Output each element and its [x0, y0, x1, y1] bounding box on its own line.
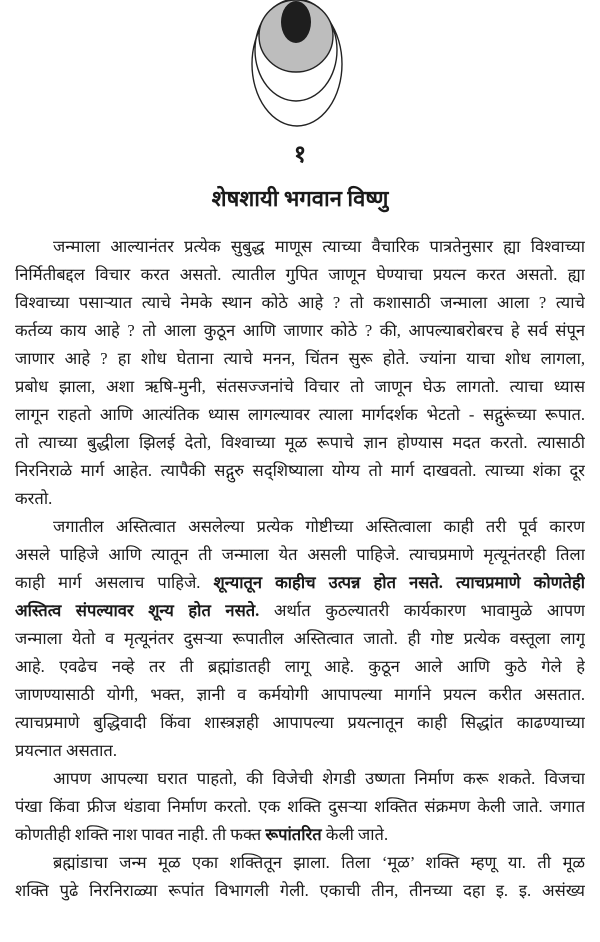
paragraph-3 [15, 765, 585, 849]
chapter-title: शेषशायी भगवान विष्णु [211, 186, 389, 211]
text-line: तो त्याच्या बुद्धीला झिलई देतो, विश्वाच्या मूळ रूपाचे ज्ञान होण्यास मदत करतो. त्यासाठी [15, 433, 585, 452]
paragraph-2 [15, 513, 585, 765]
text-span: कोणतीही शक्ति नाश पावत नाही. ती फक्त [15, 825, 262, 844]
bold-emphasis: शून्यातून काहीच उत्पन्न होत नसते. त्याचप्रमाणे कोणतेही [213, 573, 585, 592]
chapter-number: १ [293, 142, 307, 168]
text-line [15, 821, 585, 849]
text-line: जगातील अस्तित्वात असलेल्या प्रत्येक गोष्टीच्या अस्तित्वाला काही तरी पूर्व कारण [53, 517, 585, 536]
paragraph-1 [15, 233, 585, 513]
text-line: जाणण्यासाठी योगी, भक्त, ज्ञानी व कर्मयोगी आपापल्या मार्गाने प्रयत्न करीत असतात. [15, 685, 585, 704]
dark-core-ellipse [281, 1, 311, 43]
paragraph-4 [15, 849, 585, 905]
text-line: प्रबोध झाला, अशा ऋषि-मुनी, संतसज्जनांचे विचार तो जाणून घेऊ लागतो. त्याचा ध्यास [15, 377, 585, 396]
text-line: त्याचप्रमाणे बुद्धिवादी किंवा शास्त्रज्ञही आपापल्या प्रयत्नातून काही सिद्धांत काढण्याच्या [15, 713, 585, 732]
text-line: आहे. एवढेच नव्हे तर ती ब्रह्मांडातही लागू आहे. कुठून आले आणि कुठे गेले हे [15, 657, 585, 676]
text-line: कर्तव्य काय आहे ? तो आला कुठून आणि जाणार कोठे ? की, आपल्याबरोबरच हे सर्व संपून [15, 321, 585, 340]
text-line: लागून राहतो आणि आत्यंतिक ध्यास लागल्यावर त्याला मार्गदर्शक भेटतो - सद्गुरूंच्या रूपात. [15, 405, 585, 424]
text-line: आपण आपल्या घरात पाहतो, की विजेची शेगडी उष्णता निर्माण करू शकते. विजचा [53, 769, 585, 788]
text-line [15, 597, 585, 625]
chapter-emblem-illustration [0, 0, 600, 150]
text-line: जाणार आहे ? हा शोध घेताना त्याचे मनन, चिंतन सुरू होते. ज्यांना याचा शोध लागला, [15, 349, 585, 368]
bold-emphasis: अस्तित्व संपल्यावर शून्य होत नसते. [15, 601, 260, 620]
text-line: जन्माला येतो व मृत्यूनंतर दुसऱ्या रूपातील अस्तित्वात जातो. ही गोष्ट प्रत्येक वस्तूला लागू [15, 629, 585, 648]
text-line: करतो. [15, 489, 53, 508]
text-line: निर्मितीबद्दल विचार करत असतो. त्यातील गुपित जाणून घेण्याचा प्रयत्न करत असतो. ह्या [15, 265, 585, 284]
bold-emphasis: रूपांतरित [265, 825, 322, 844]
text-line: शक्ति पुढे निरनिराळ्या रूपांत विभागली गेली. एकाची तीन, तीनच्या दहा इ. इ. असंख्य [15, 881, 585, 900]
text-line [15, 569, 585, 597]
text-line: असले पाहिजे आणि त्यातून ती जन्माला येत असली पाहिजे. त्याचप्रमाणे मृत्यूनंतरही तिला [15, 545, 585, 564]
text-line: जन्माला आल्यानंतर प्रत्येक सुबुद्ध माणूस त्याच्या वैचारिक पात्रतेनुसार ह्या विश्वाच्या [53, 237, 585, 256]
text-span: काही मार्ग असलाच पाहिजे. [15, 573, 201, 592]
text-line: पंखा किंवा फ्रीज थंडावा निर्माण करतो. एक शक्ति दुसऱ्या शक्तित संक्रमण केली जाते. जगात [15, 797, 585, 816]
text-span: अर्थात कुठल्यातरी कार्यकारण भावामुळे आपण [273, 601, 585, 620]
text-span: केली जाते. [325, 825, 389, 844]
text-line: ब्रह्मांडाचा जन्म मूळ एका शक्तितून झाला. तिला ‘मूळ’ शक्ति म्हणू या. ती मूळ [53, 853, 585, 872]
text-line: प्रयत्नात असतात. [15, 741, 117, 760]
chapter-body [15, 233, 585, 905]
text-line: निरनिराळे मार्ग आहेत. त्यापैकी सद्गुरु सद्शिष्याला योग्य तो मार्ग दाखवतो. त्याच्या शंका दूर [15, 461, 585, 480]
text-line: विश्वाच्या पसाऱ्यात त्याचे नेमके स्थान कोठे आहे ? तो कशासाठी जन्माला आला ? त्याचे [15, 293, 585, 312]
